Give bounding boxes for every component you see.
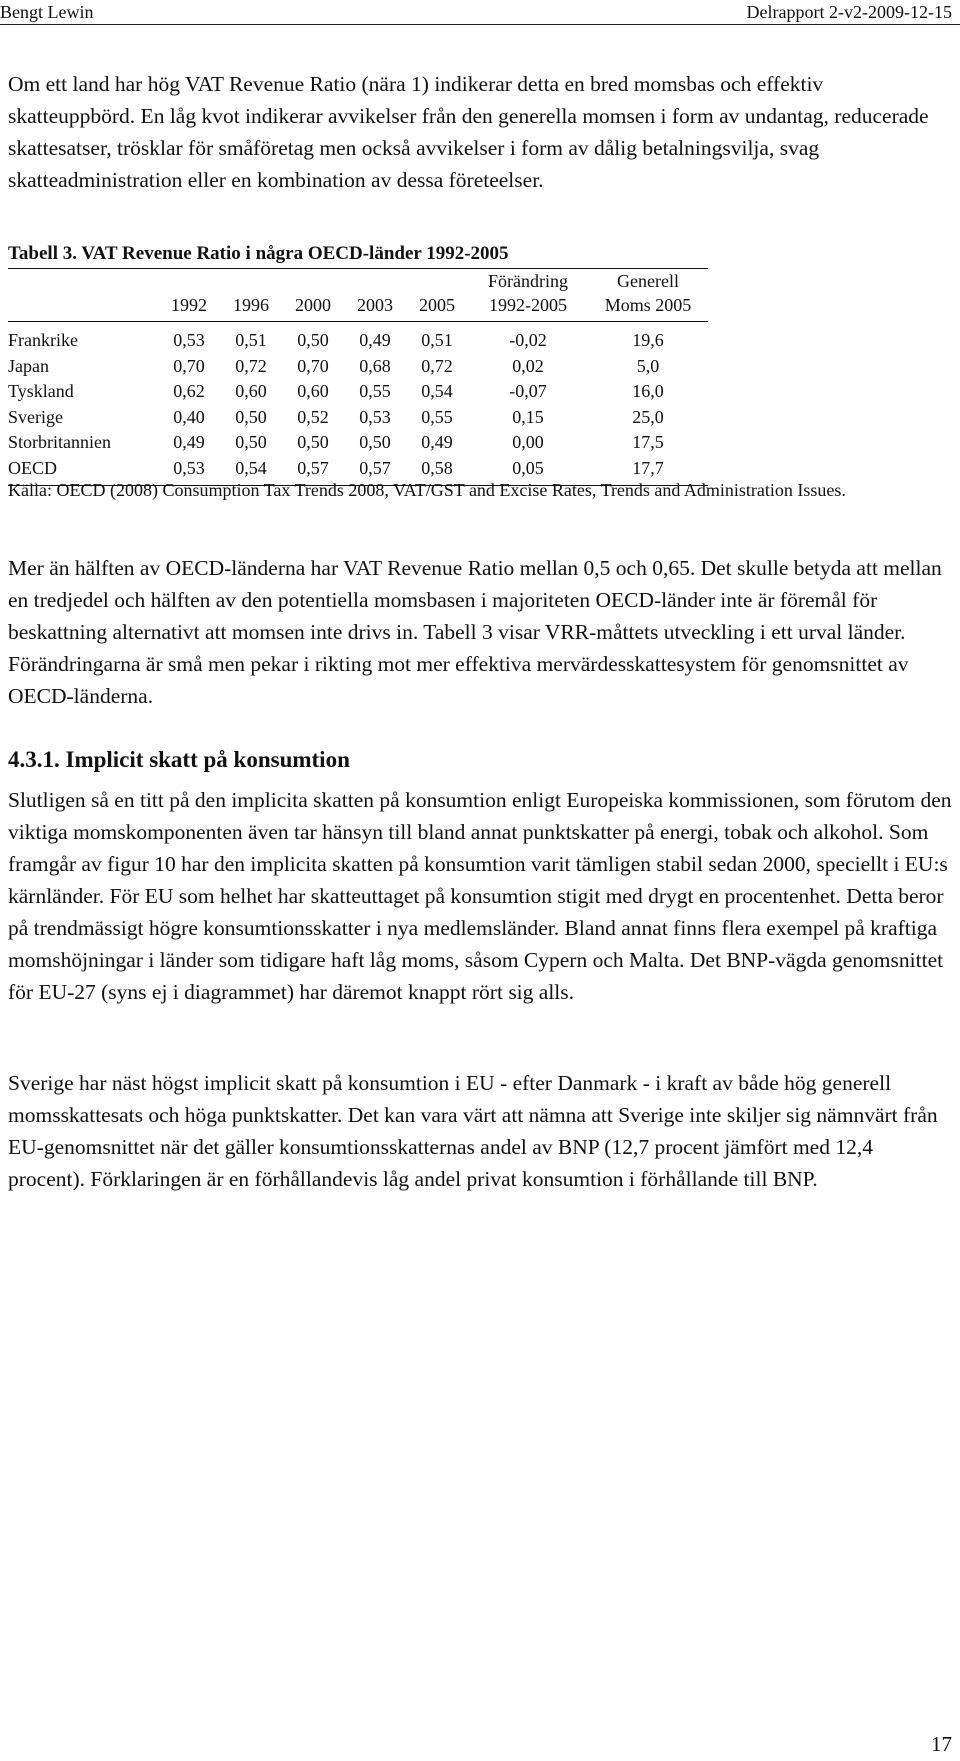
cell-country: Sverige [8, 406, 63, 427]
header-moms [588, 269, 708, 322]
cell-change: 0,02 [512, 355, 544, 376]
cell-1996: 0,54 [220, 456, 282, 485]
cell-moms: 5,0 [636, 355, 660, 376]
cell-2000: 0,60 [297, 381, 329, 402]
header-1992: 1992 [158, 269, 220, 322]
cell-2005: 0,72 [421, 355, 453, 376]
cell-2005: 0,58 [406, 456, 468, 485]
table-row-japan [8, 354, 708, 380]
header-2003: 2003 [344, 269, 406, 322]
table-source-note: Källa: OECD (2008) Consumption Tax Trends 2008, VAT/GST and Excise Rates, Trends and Administration Issues. [8, 480, 846, 500]
header-change [468, 269, 588, 322]
cell-2000: 0,50 [297, 432, 329, 453]
cell-1996: 0,60 [235, 381, 267, 402]
cell-moms: 16,0 [632, 381, 664, 402]
table-row-sverige [8, 405, 708, 431]
page-header [0, 0, 960, 24]
cell-1996: 0,72 [235, 355, 267, 376]
table-row-storbritannien [8, 430, 708, 456]
cell-moms: 19,6 [632, 330, 664, 350]
table-row-frankrike [8, 322, 708, 354]
header-change-line2: 1992-2005 [489, 295, 567, 315]
vrr-table [8, 268, 708, 486]
cell-country: Storbritannien [8, 432, 111, 453]
header-rule [0, 24, 960, 25]
header-2000: 2000 [282, 269, 344, 322]
section-heading: 4.3.1. Implicit skatt på konsumtion [8, 747, 350, 772]
cell-moms: 17,7 [588, 456, 708, 485]
paragraph-implicit-tax: Slutligen så en titt på den implicita skatten på konsumtion enligt Europeiska kommissionen, som förutom den viktiga momskomponenten även tar hänsyn till bland annat punktskatter på energi, tobak och alkohol. Som framgår av figur 10 har den implicita skatten på konsumtion varit tämligen stabil sedan 2000, speciellt i EU:s kärnländer. För EU som helhet har skatteuttaget på konsumtion stigit med drygt en procentenhet. Detta beror på trendmässigt högre konsumtionsskatter i nya medlemsländer. Bland annat finns flera exempel på kraftiga momshöjningar i länder som tidigare haft låg moms, såsom Cypern och Malta. Det BNP-vägda genomsnittet för EU-27 (syns ej i diagrammet) har däremot knappt rört sig alls. [8, 788, 952, 1004]
cell-2000: 0,70 [297, 355, 329, 376]
cell-change: 0,15 [512, 406, 544, 427]
cell-1996: 0,50 [235, 406, 267, 427]
cell-change: 0,00 [512, 432, 544, 453]
header-moms-line2: Moms 2005 [604, 295, 692, 315]
cell-2003: 0,55 [359, 381, 391, 402]
cell-1992: 0,70 [173, 355, 205, 376]
header-report-id: Delrapport 2-v2-2009-12-15 [746, 2, 952, 22]
cell-2003: 0,49 [359, 330, 391, 350]
cell-1996: 0,51 [235, 330, 267, 350]
header-moms-line1: Generell [617, 271, 679, 291]
cell-1996: 0,50 [235, 432, 267, 453]
table-header-row [8, 269, 708, 322]
cell-1992: 0,53 [173, 330, 205, 350]
cell-2003: 0,68 [359, 355, 391, 376]
header-change-line1: Förändring [488, 271, 568, 291]
paragraph-sweden: Sverige har näst högst implicit skatt på konsumtion i EU - efter Danmark - i kraft av både hög generell momsskattesats och höga punktskatter. Det kan vara värt att nämna att Sverige inte skiljer sig nämnvärt från EU-genomsnittet när det gäller konsumtionsskatternas andel av BNP (12,7 procent jämfört med 12,4 procent). Förklaringen är en förhållandevis låg andel privat konsumtion i förhållande till BNP. [8, 1071, 938, 1191]
cell-1992: 0,53 [158, 456, 220, 485]
cell-change: -0,07 [509, 381, 547, 402]
cell-2000: 0,57 [282, 456, 344, 485]
table-caption: Tabell 3. VAT Revenue Ratio i några OECD-länder 1992-2005 [8, 243, 509, 264]
cell-change: 0,05 [468, 456, 588, 485]
cell-2000: 0,52 [297, 406, 329, 427]
page-number: 17 [931, 1732, 952, 1756]
cell-2003: 0,53 [359, 406, 391, 427]
header-2005: 2005 [406, 269, 468, 322]
cell-2005: 0,51 [421, 330, 453, 350]
cell-2003: 0,57 [344, 456, 406, 485]
cell-country: Frankrike [8, 330, 78, 350]
cell-2000: 0,50 [297, 330, 329, 350]
cell-country: OECD [8, 456, 158, 485]
cell-1992: 0,62 [173, 381, 205, 402]
cell-2005: 0,54 [421, 381, 453, 402]
cell-change: -0,02 [509, 330, 547, 350]
cell-moms: 17,5 [632, 432, 664, 453]
cell-country: Japan [8, 355, 49, 376]
paragraph-vrr-intro: Om ett land har hög VAT Revenue Ratio (nära 1) indikerar detta en bred momsbas och effektiv skatteuppbörd. En låg kvot indikerar avvikelser från den generella momsen i form av undantag, reducerade skattesatser, trösklar för småföretag men också avvikelser i form av dålig betalningsvilja, svag skatteadministration eller en kombination av dessa företeelser. [8, 72, 929, 192]
cell-country: Tyskland [8, 381, 74, 402]
cell-1992: 0,49 [173, 432, 205, 453]
header-country [8, 269, 158, 322]
table-row-tyskland [8, 379, 708, 405]
header-author: Bengt Lewin [0, 2, 94, 22]
cell-1992: 0,40 [173, 406, 205, 427]
cell-2005: 0,55 [421, 406, 453, 427]
cell-2005: 0,49 [421, 432, 453, 453]
cell-moms: 25,0 [632, 406, 664, 427]
cell-2003: 0,50 [359, 432, 391, 453]
header-1996: 1996 [220, 269, 282, 322]
paragraph-vrr-analysis: Mer än hälften av OECD-länderna har VAT Revenue Ratio mellan 0,5 och 0,65. Det skulle betyda att mellan en tredjedel och hälften av den potentiella momsbasen i majoriteten OECD-länder inte är föremål för beskattning alternativt att momsen inte drivs in. Tabell 3 visar VRR-måttets utveckling i ett urval länder. Förändringarna är små men pekar i rikting mot mer effektiva mervärdesskattesystem för genomsnittet av OECD-länderna. [8, 556, 942, 708]
